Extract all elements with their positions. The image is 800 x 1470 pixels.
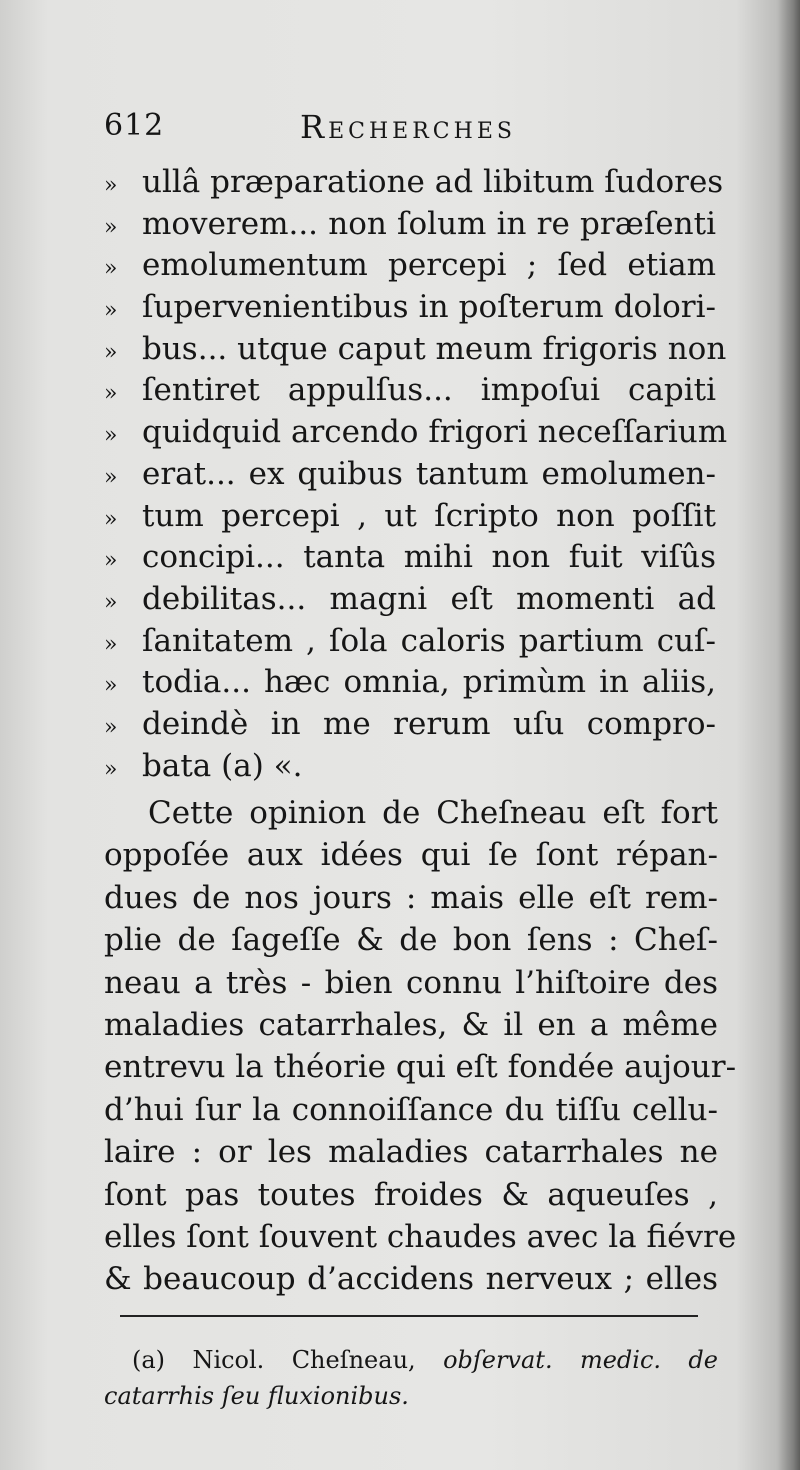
quote-mark: » — [104, 548, 118, 574]
quote-line — [104, 746, 716, 788]
paragraph-line: entrevu la théorie qui eſt fondée aujour- — [104, 1049, 737, 1086]
paragraph-line: Cette opinion de Cheſneau eſt fort — [148, 795, 718, 831]
paragraph-line: ſont pas toutes froides & aqueuſes , — [104, 1176, 718, 1213]
paragraph-line: d’hui ſur la connoiſſance du tiſſu cellu- — [104, 1091, 718, 1128]
footnote-author: Nicol. Cheſneau, — [192, 1346, 416, 1374]
quote-text: bus... utque caput meum frigoris non — [142, 330, 727, 367]
quote-line — [104, 370, 716, 412]
page-number: 612 — [104, 108, 165, 143]
quote-text: debilitas... magni eſt momenti ad — [142, 580, 716, 617]
quote-line — [104, 537, 716, 579]
paragraph-line: plie de ſageſſe & de bon ſens : Cheſ- — [104, 922, 718, 959]
quote-text: ſupervenientibus in poſterum dolori- — [142, 289, 716, 326]
footnote-title-1: obſervat. medic. de — [443, 1346, 718, 1374]
quote-text: ullâ præparatione ad libitum ſudores — [142, 164, 724, 200]
quote-line — [104, 496, 716, 538]
quote-line — [104, 704, 716, 746]
paragraph-line: neau a très - bien connu l’hiſtoire des — [104, 964, 718, 1001]
quote-mark: » — [104, 464, 118, 490]
quote-mark: » — [104, 714, 118, 740]
quote-mark: » — [104, 756, 118, 782]
quote-mark: » — [104, 214, 118, 240]
quote-mark: » — [104, 173, 118, 198]
quote-text: tum percepi , ut ſcripto non poſſit — [142, 497, 716, 534]
paragraph-line: dues de nos jours : mais elle eſt rem- — [104, 879, 718, 916]
quote-text: ſanitatem , ſola caloris partium cuſ- — [142, 622, 716, 659]
quote-line — [104, 662, 716, 704]
footnote-marker: (a) — [132, 1346, 166, 1374]
quote-mark: » — [104, 506, 118, 532]
quote-text: concipi... tanta mihi non fuit viſûs — [142, 539, 716, 576]
footnote — [104, 1342, 718, 1414]
quote-mark: » — [104, 589, 118, 615]
paragraph-line: & beaucoup d’accidens nerveux ; elles — [104, 1261, 718, 1298]
quote-line — [104, 329, 727, 371]
body-paragraph — [104, 792, 737, 1301]
quote-mark: » — [104, 673, 118, 699]
quote-line — [104, 204, 716, 246]
paragraph-line: maladies catarrhales, & il en a même — [104, 1006, 718, 1043]
quote-text: ſentiret appulſus... impoſui capiti — [142, 372, 716, 409]
quote-mark: » — [104, 256, 118, 282]
running-head — [104, 108, 704, 152]
quote-line — [104, 579, 716, 621]
quote-text: todia... hæc omnia, primùm in aliis, — [142, 664, 716, 701]
quote-line — [104, 454, 716, 496]
quote-text: emolumentum percepi ; ſed etiam — [142, 247, 716, 284]
latin-quotation — [104, 162, 728, 787]
footnote-rule — [120, 1315, 698, 1317]
quote-text: erat... ex quibus tantum emolumen- — [142, 455, 716, 492]
quote-text: quidquid arcendo frigori neceſſarium — [142, 414, 728, 451]
running-title: Recherches — [300, 108, 516, 146]
quote-mark: » — [104, 423, 118, 449]
quote-text: bata (a) «. — [142, 747, 303, 784]
quote-mark: » — [104, 298, 118, 324]
quote-mark: » — [104, 381, 118, 407]
quote-mark: » — [104, 631, 118, 657]
quote-text: moverem... non ſolum in re præſenti — [142, 205, 716, 242]
quote-line — [104, 412, 728, 454]
quote-text: deindè in me rerum uſu compro- — [142, 705, 716, 742]
paragraph-line: laire : or les maladies catarrhales ne — [104, 1134, 718, 1171]
footnote-line-2 — [104, 1378, 718, 1414]
quote-line — [104, 245, 716, 287]
quote-mark: » — [104, 339, 118, 365]
footnote-title-2: catarrhis ſeu fluxionibus. — [104, 1382, 409, 1410]
quote-line — [104, 287, 716, 329]
quote-line — [104, 621, 716, 663]
paragraph-line: oppoſée aux idées qui ſe ſont répan- — [104, 837, 718, 874]
paragraph-line: elles ſont ſouvent chaudes avec la fiévre — [104, 1218, 737, 1255]
footnote-line-1 — [104, 1342, 718, 1378]
quote-line — [104, 162, 724, 204]
